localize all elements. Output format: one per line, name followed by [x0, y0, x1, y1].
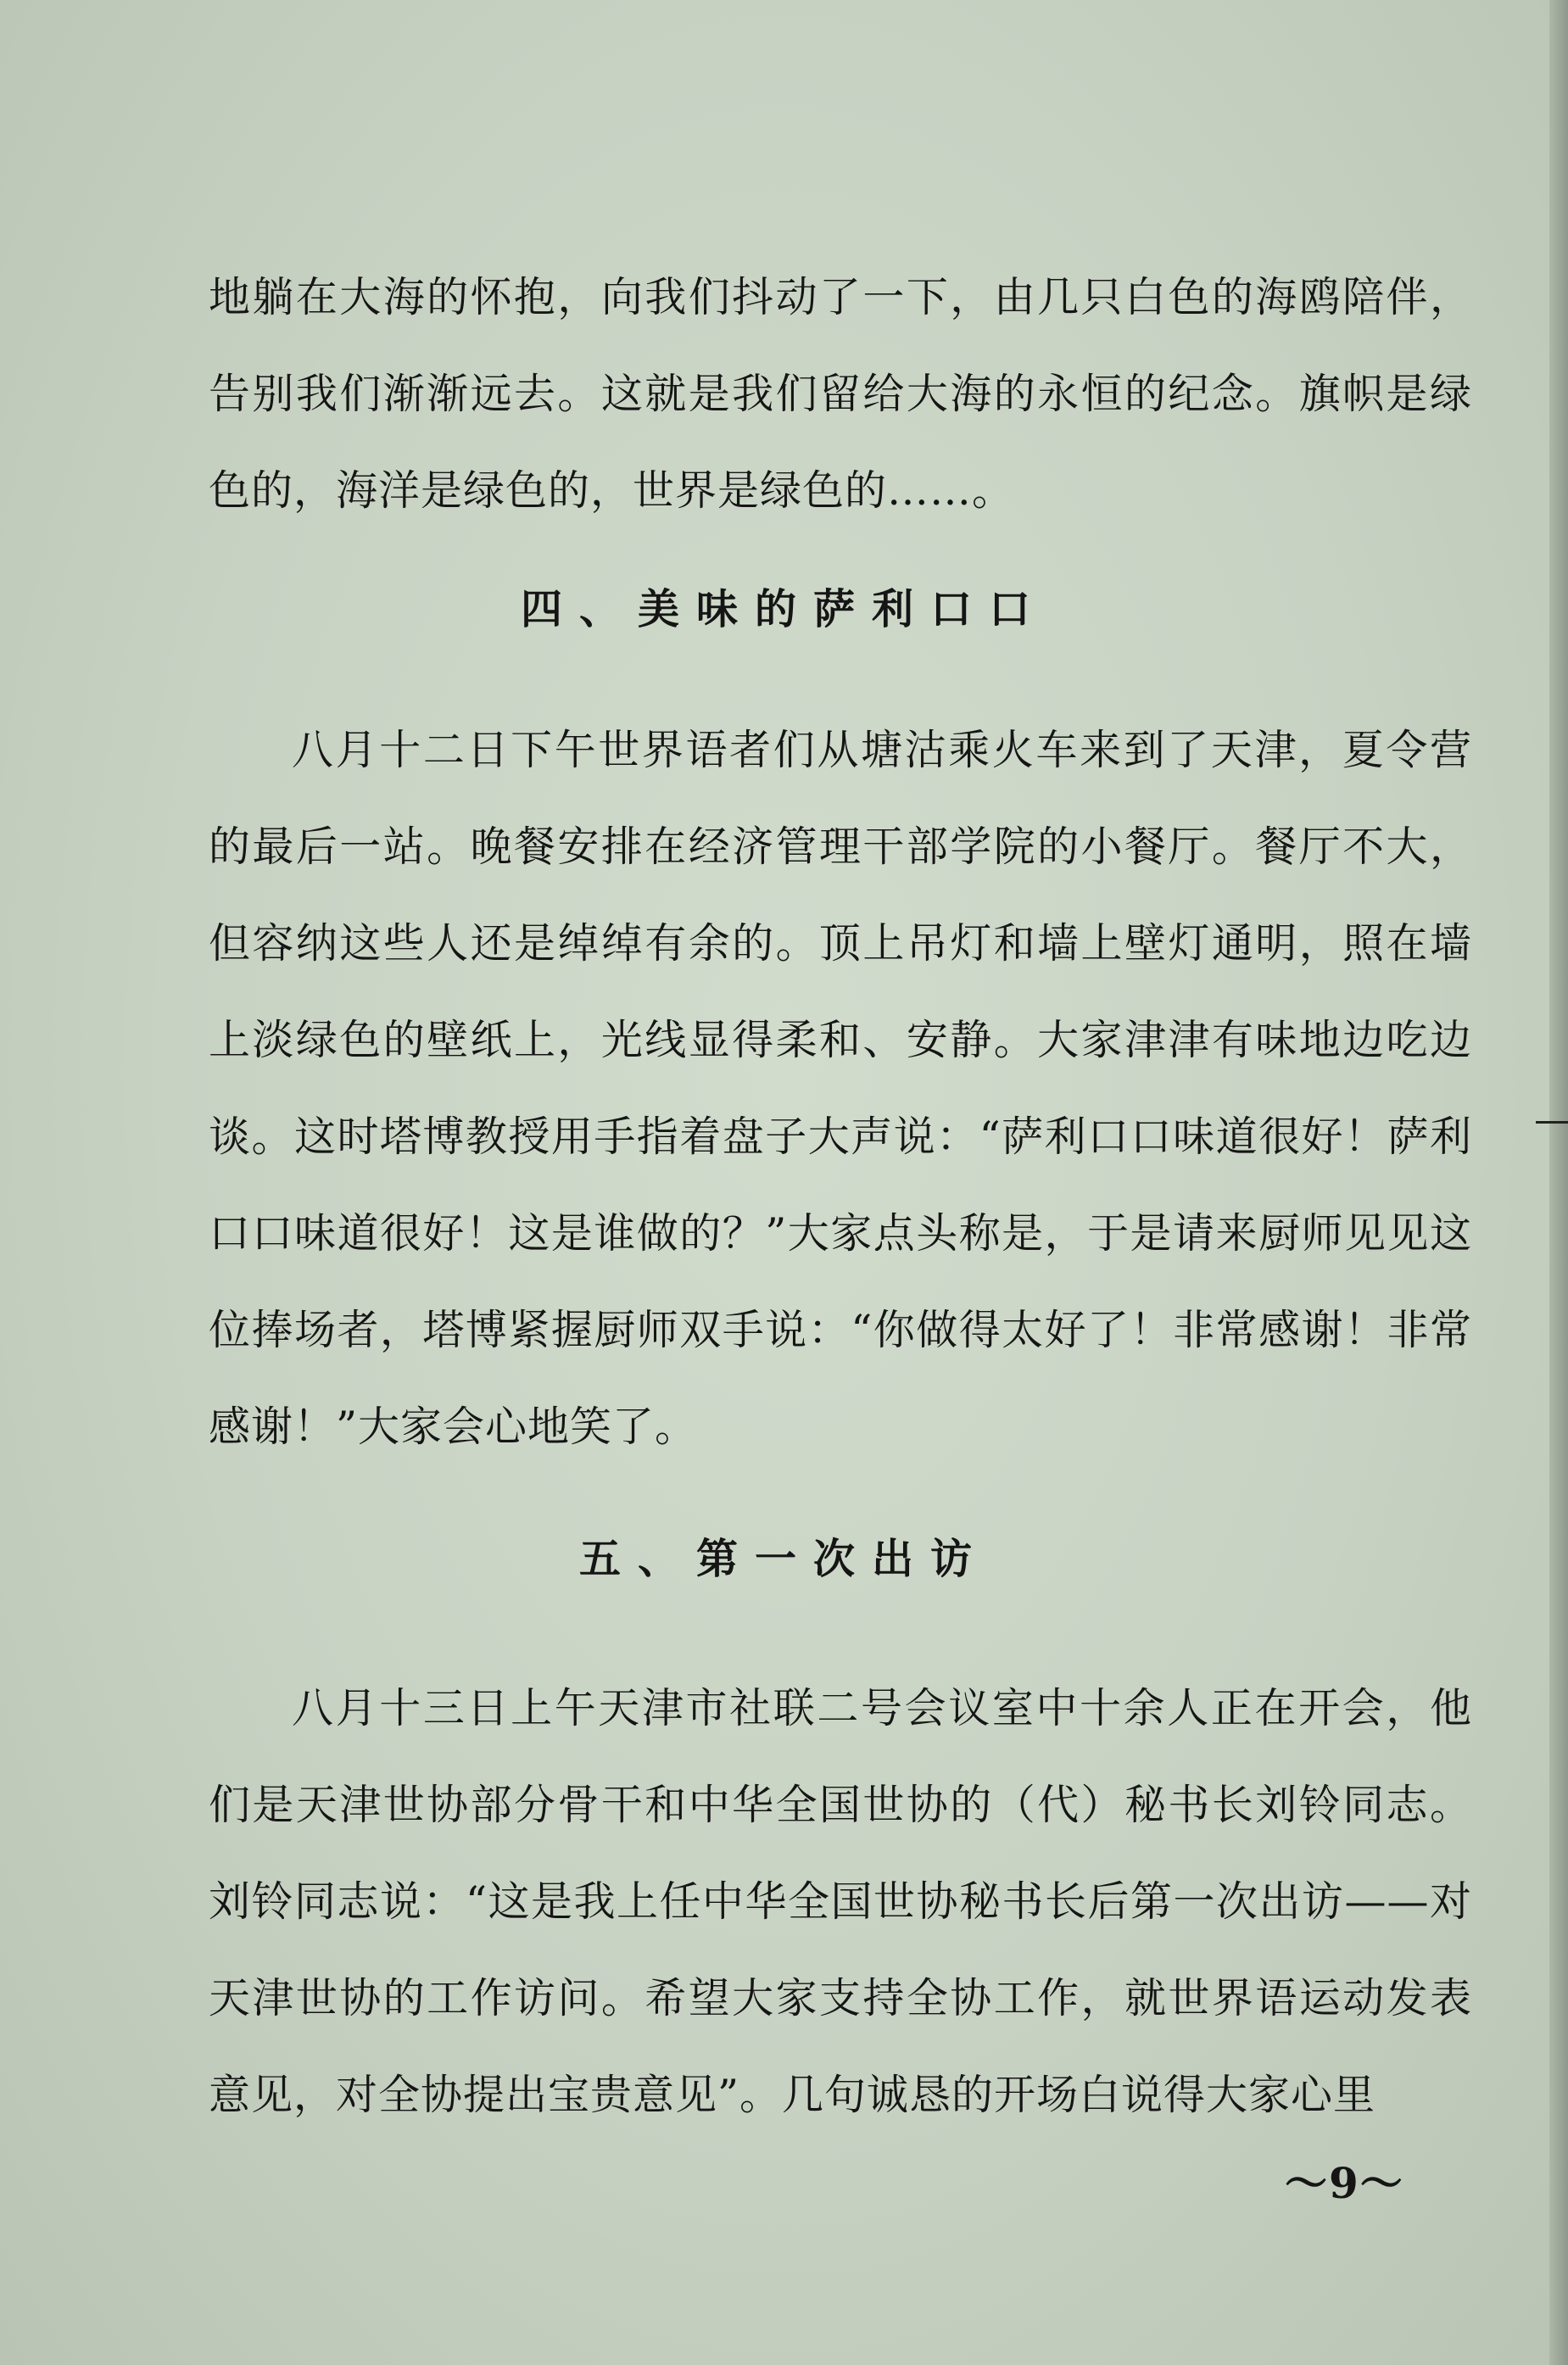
- section-five-paragraph: 八月十三日上午天津市社联二号会议室中十余人正在开会，他们是天津世协部分骨干和中华全国世协的（代）秘书长刘铃同志。刘铃同志说：“这是我上任中华全国世协秘书长后第一次出访——对天津世协的工作访问。希望大家支持全协工作，就世界语运动发表意见，对全协提出宝贵意见”。几句诚恳的开场白说得大家心里: [209, 1684, 1472, 2119]
- page-number: ～9～: [1285, 2158, 1404, 2208]
- continuation-block: [209, 249, 1472, 539]
- margin-mark: [1536, 1121, 1568, 1124]
- section-five-title: 五、第一次出访: [578, 1534, 989, 1583]
- continuation-paragraph: 地躺在大海的怀抱，向我们抖动了一下，由几只白色的海鸥陪伴，告别我们渐渐远去。这就是我们留给大海的永恒的纪念。旗帜是绿色的，海洋是绿色的，世界是绿色的……。: [209, 273, 1472, 515]
- section-five-body: [209, 1660, 1472, 2144]
- section-four-body: [209, 702, 1472, 1475]
- section-four-paragraph: 八月十二日下午世界语者们从塘沽乘火车来到了天津，夏令营的最后一站。晚餐安排在经济管理干部学院的小餐厅。餐厅不大，但容纳这些人还是绰绰有余的。顶上吊灯和墙上壁灯通明，照在墙上淡绿色的壁纸上，光线显得柔和、安静。大家津津有味地边吃边谈。这时塔博教授用手指着盘子大声说：“萨利口口味道很好！萨利口口味道很好！这是谁做的？”大家点头称是，于是请来厨师见见这位捧场者，塔博紧握厨师双手说：“你做得太好了！非常感谢！非常感谢！”大家会心地笑了。: [209, 726, 1472, 1451]
- page-edge-shadow: [1549, 0, 1568, 2365]
- section-four-title: 四、美味的萨利口口: [520, 584, 1047, 633]
